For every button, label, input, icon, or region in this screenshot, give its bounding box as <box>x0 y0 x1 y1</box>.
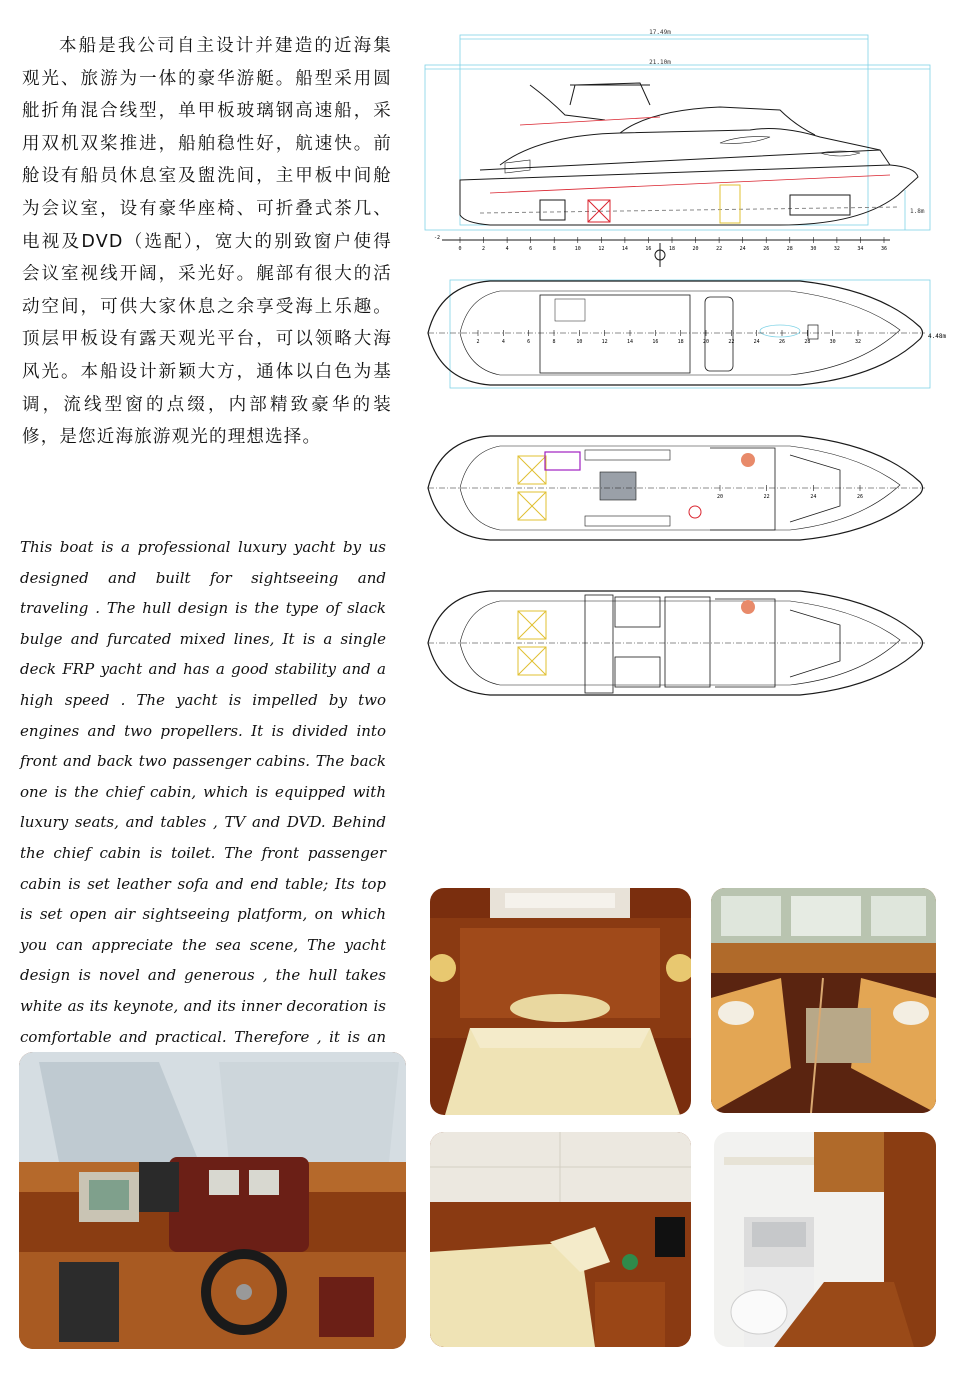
frame-label: 12 <box>601 339 608 345</box>
main-deck-plan <box>420 430 950 550</box>
main-deck-frame-scale <box>717 485 863 500</box>
flybridge-rail <box>530 85 605 120</box>
frame-label: 22 <box>728 339 735 345</box>
dim-label-beam-upper: 4.48m <box>928 333 947 340</box>
frame-label: 30 <box>810 246 817 252</box>
dim-label-loa: 17.49m <box>649 29 671 36</box>
yacht-profile-drawing <box>420 25 940 270</box>
photo-guest-cabin <box>430 1132 691 1347</box>
frame-label: 16 <box>645 246 652 252</box>
frame-label: 10 <box>574 246 581 252</box>
frame-label: 22 <box>763 494 770 500</box>
frame-label: 6 <box>527 339 531 345</box>
frame-label: 18 <box>668 246 676 252</box>
frame-label: 24 <box>753 339 760 345</box>
dimension-box-overall <box>425 65 930 230</box>
description-cn <box>22 30 392 454</box>
description-cn-text: 本船是我公司自主设计并建造的近海集观光、旅游为一体的豪华游艇。船型采用圆舭折角混合线型，单甲板玻璃钢高速船，采用双机双桨推进，船舶稳性好，航速快。前舱设有船员休息室及盥洗间，主甲板中间舱为会议室，设有豪华座椅、可折叠式茶几、电视及DVD（选配），宽大的别致窗户使得会议室视线开阔，采光好。艉部有很大的活动空间，可供大家休息之余享受海上乐趣。顶层甲板设有露天观光平台，可以领略大海风光。本船设计新颖大方，通体以白色为基调，流线型窗的点缀，内部精致豪华的装修，是您近海旅游观光的理想选择。 <box>22 36 392 448</box>
frame-label: 10 <box>576 339 583 345</box>
dim-label-overall: 21.10m <box>649 59 671 66</box>
frame-label: 8 <box>552 246 556 252</box>
frame-label: 6 <box>529 246 533 252</box>
frame-label: 16 <box>652 339 659 345</box>
frame-label: 18 <box>677 339 684 345</box>
frame-label: 24 <box>739 246 746 252</box>
description-en: This boat is a professional luxury yacht by us designed and built for sightseeing and traveling . The hull design is the type of slack bulge and furcated mixed lines, It is a single deck FRP yacht and has a good stability and a high speed . The yacht is impelled by two engines and two propellers. It is divided into front and back two passenger cabins. The back one is the chief cabin, which is equipped with luxury seats, and tables , TV and DVD. Behind the chief cabin is toilet. The front passenger cabin is set leather sofa and end table; Its top is set open air sightseeing platform, on which you can appreciate the sea scene, The yacht design is novel and generous , the hull takes white as its keynote, and its inner decoration is comfortable and practical. Therefore , it is an <box>20 538 386 1046</box>
frame-label: 0 <box>458 246 462 252</box>
photo-salon <box>711 888 936 1113</box>
dim-label-draft: 1.8m <box>910 208 925 215</box>
frame-label: 20 <box>702 339 710 345</box>
frame-label: 2 <box>476 339 480 345</box>
frame-label: 20 <box>692 246 699 252</box>
frame-label: 24 <box>810 494 817 500</box>
frame-label: 26 <box>856 494 864 500</box>
frame-label: 30 <box>829 339 836 345</box>
frame-label: 22 <box>716 246 723 252</box>
frame-label: 32 <box>854 339 862 345</box>
frame-label: 26 <box>763 246 770 252</box>
frame-label: 26 <box>778 339 786 345</box>
frame-label: 20 <box>716 494 724 500</box>
frame-label: 4 <box>501 339 505 345</box>
frame-label: 8 <box>552 339 556 345</box>
frame-label: 36 <box>880 246 888 252</box>
frame-label: 2 <box>482 246 486 252</box>
frame-label: 14 <box>626 339 634 345</box>
frame-label: 28 <box>786 246 793 252</box>
propeller-symbol <box>655 243 665 267</box>
frame-label: 32 <box>833 246 840 252</box>
photo-helm-station <box>19 1052 406 1349</box>
frame-label: 14 <box>621 246 628 252</box>
frame-label: 34 <box>857 246 864 252</box>
upper-deck-frame-scale <box>476 330 861 345</box>
lower-deck-plan <box>420 585 950 705</box>
photo-washroom <box>714 1132 936 1347</box>
frame-label: 4 <box>505 246 509 252</box>
photo-master-bedroom <box>430 888 691 1115</box>
frame-start-label: -2 <box>434 235 441 241</box>
upper-deck-plan <box>420 275 950 395</box>
frame-label: 28 <box>804 339 811 345</box>
profile-frame-scale <box>458 237 887 252</box>
frame-label: 12 <box>598 246 605 252</box>
